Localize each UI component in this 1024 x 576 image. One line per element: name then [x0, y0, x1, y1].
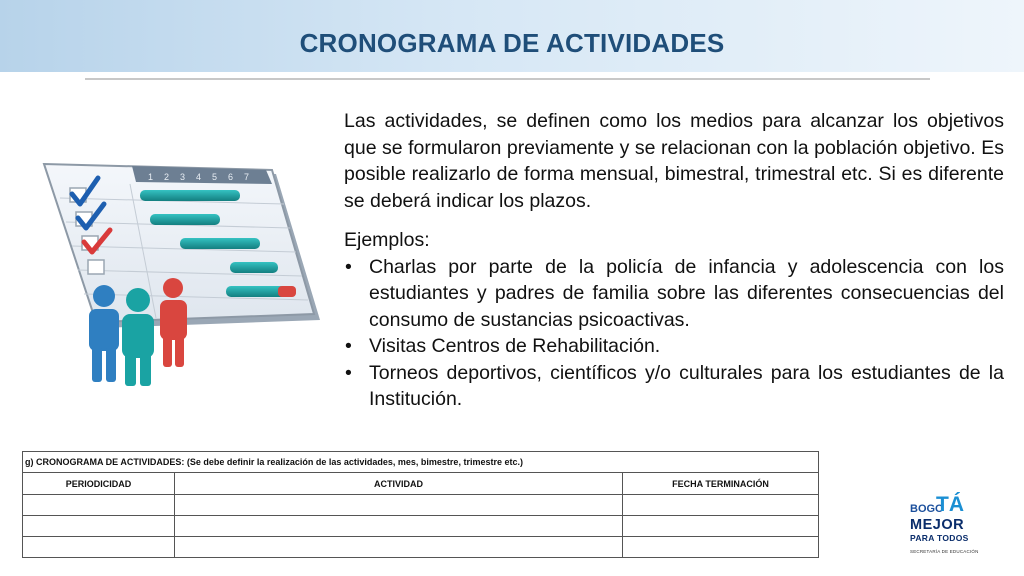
header-number: 2	[164, 172, 170, 182]
list-item-text: Torneos deportivos, científicos y/o culturales para los estudiantes de la Institución.	[369, 361, 1004, 410]
bullet-icon: •	[345, 335, 352, 357]
header-number: 5	[212, 172, 218, 182]
table-cell	[623, 516, 819, 537]
table-cell	[175, 537, 623, 558]
schedule-illustration	[30, 150, 330, 390]
examples-list	[344, 254, 1004, 413]
person-teal-icon	[122, 288, 154, 386]
slide-title: CRONOGRAMA DE ACTIVIDADES	[299, 28, 725, 58]
table-cell	[175, 495, 623, 516]
logo-mejor-text: MEJOR	[910, 517, 965, 533]
header-number: 7	[244, 172, 250, 182]
table-row	[23, 537, 819, 558]
intro-paragraph: Las actividades, se definen como los medios para alcanzar los objetivos que se formularon previamente y se relacionan con la población objetivo. Es posible realizarlo de forma mensual, bimestral, trimestral etc. Si es diferente se deberá indicar los plazos.	[344, 110, 1004, 212]
bogota-logo	[908, 491, 988, 557]
table-row	[23, 495, 819, 516]
table-cell	[175, 516, 623, 537]
bullet-icon: •	[345, 255, 352, 278]
header-number: 3	[180, 172, 186, 182]
bullet-icon: •	[345, 361, 352, 384]
logo-ta-text: TÁ	[936, 493, 964, 516]
table-cell	[623, 537, 819, 558]
list-item	[344, 360, 1004, 413]
table-cell	[23, 495, 175, 516]
header-number: 1	[148, 172, 154, 182]
logo-secretaria-text: SECRETARÍA DE EDUCACIÓN	[910, 549, 979, 554]
header-number: 6	[228, 172, 234, 182]
examples-label: Ejemplos:	[344, 229, 430, 251]
title-divider	[85, 78, 930, 80]
table-cell	[23, 537, 175, 558]
table-header-row	[23, 473, 819, 495]
column-header-periodicidad: PERIODICIDAD	[23, 473, 175, 495]
table-caption: g) CRONOGRAMA DE ACTIVIDADES: (Se debe definir la realización de las actividades, mes, bimestre, trimestre etc.)	[23, 452, 819, 473]
logo-para-todos-text: PARA TODOS	[910, 533, 969, 543]
column-header-fecha-terminacion: FECHA TERMINACIÓN	[623, 473, 819, 495]
header-number: 4	[196, 172, 202, 182]
schedule-table	[22, 451, 819, 558]
table-row	[23, 516, 819, 537]
column-header-actividad: ACTIVIDAD	[175, 473, 623, 495]
list-item	[344, 333, 1004, 360]
table-cell	[23, 516, 175, 537]
logo-bog-text: BOGO	[910, 503, 944, 515]
table-cell	[623, 495, 819, 516]
list-item-text: Charlas por parte de la policía de infancia y adolescencia con los estudiantes y padres de familia sobre las diferentes consecuencias del consumo de sustancias psicoactivas.	[369, 255, 1004, 331]
list-item	[344, 254, 1004, 334]
body-text	[344, 108, 1004, 413]
list-item-text: Visitas Centros de Rehabilitación.	[369, 335, 661, 357]
